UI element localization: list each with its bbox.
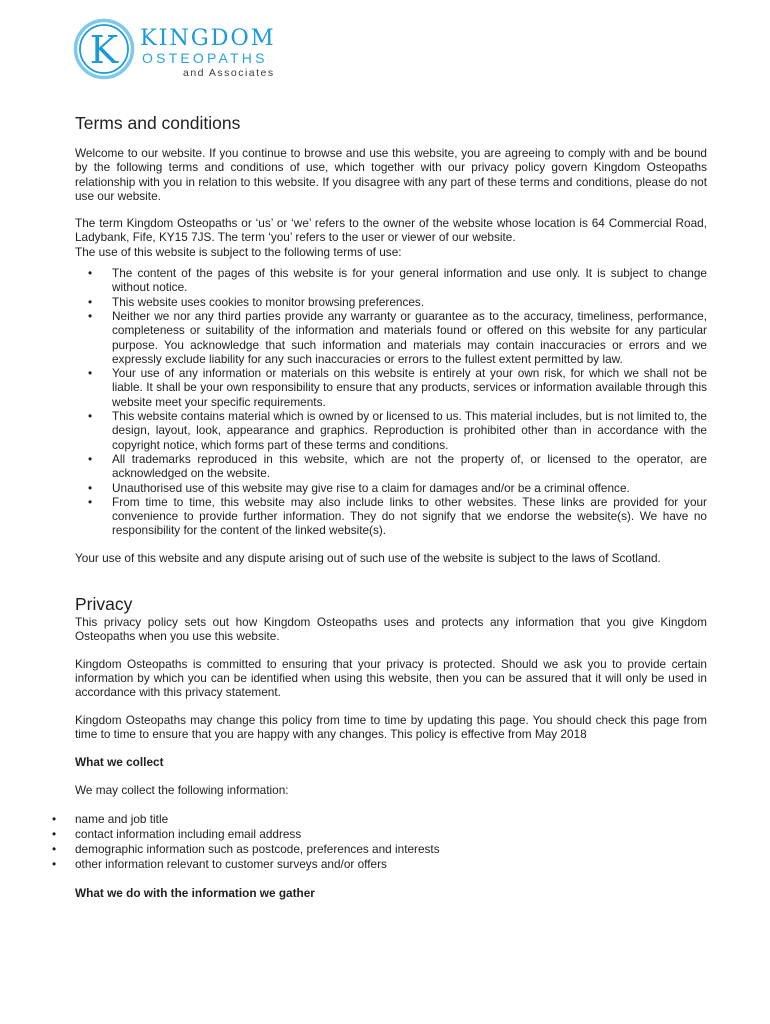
list-item: • demographic information such as postcode, preferences and interests (52, 842, 707, 857)
list-item: • This website contains material which is owned by or licensed to us. This material includes, but is not limited to, the design, layout, look, appearance and graphics. Reproduction is prohibited other than in accordance with the copyright notice, which forms part of these terms and conditions. (75, 409, 707, 452)
privacy-paragraph-3: Kingdom Osteopaths may change this policy from time to time by updating this page. You should check this page from time to time to ensure that you are happy with any changes. This policy is effective from May 2018 (75, 712, 707, 741)
privacy-paragraph-2: Kingdom Osteopaths is committed to ensuring that your privacy is protected. Should we ask you to provide certain information by which you can be identified when using this website, then you can be assured that it will only be used in accordance with this privacy statement. (75, 656, 707, 700)
terms-subject: The use of this website is subject to the following terms of use: (75, 244, 402, 259)
logo-letter: K (89, 28, 119, 72)
logo-brand-text: KINGDOM (140, 25, 276, 51)
list-item: • contact information including email address (52, 827, 707, 842)
privacy-heading: Privacy (75, 594, 133, 615)
list-item: • Unauthorised use of this website may give rise to a claim for damages and/or be a criminal offence. (75, 481, 707, 495)
terms-law: Your use of this website and any dispute arising out of such use of the website is subject to the laws of Scotland. (75, 550, 661, 565)
logo-emblem-icon (72, 18, 138, 82)
privacy-paragraph-1: This privacy policy sets out how Kingdom Osteopaths uses and protects any information that you give Kingdom Osteopaths when you use this website. (75, 615, 707, 644)
list-item: • Your use of any information or materials on this website is entirely at your own risk, for which we shall not be liable. It shall be your own responsibility to ensure that any products, services or information available through this website meet your specific requirements. (75, 366, 707, 409)
list-item: • From time to time, this website may also include links to other websites. These links are provided for your convenience to provide further information. They do not signify that we endorse the website(s). We have no responsibility for the content of the linked website(s). (75, 495, 707, 538)
gather-heading: What we do with the information we gather (75, 885, 315, 900)
terms-definition: The term Kingdom Osteopaths or ‘us’ or ‘we’ refers to the owner of the website whose location is 64 Commercial Road, Ladybank, Fife, KY15 7JS. The term ‘you’ refers to the user or viewer of our website. (75, 216, 707, 245)
list-item: • name and job title (52, 812, 707, 827)
list-item: • other information relevant to customer surveys and/or offers (52, 857, 707, 872)
list-item: • All trademarks reproduced in this website, which are not the property of, or licensed to the operator, are acknowledged on the website. (75, 452, 707, 481)
list-item: • The content of the pages of this website is for your general information and use only. It is subject to change without notice. (75, 266, 707, 295)
list-item: • Neither we nor any third parties provide any warranty or guarantee as to the accuracy, timeliness, performance, completeness or suitability of the information and materials found or offered on this website for any particular purpose. You acknowledge that such information and materials may contain inaccuracies or errors and we expressly exclude liability for any such inaccuracies or errors to the fullest extent permitted by law. (75, 309, 707, 366)
document-body (75, 112, 707, 900)
collect-intro: We may collect the following information: (75, 783, 289, 798)
logo-associates-text: and Associates (183, 67, 275, 79)
terms-list (75, 266, 707, 538)
kingdom-osteopaths-logo (72, 18, 287, 82)
collect-heading: What we collect (75, 755, 164, 770)
list-item: • This website uses cookies to monitor browsing preferences. (75, 295, 707, 309)
terms-heading: Terms and conditions (75, 113, 241, 133)
logo-sub-text: OSTEOPATHS (142, 50, 268, 66)
terms-intro: Welcome to our website. If you continue to browse and use this website, you are agreeing to comply with and be bound by the following terms and conditions of use, which together with our privacy policy govern Kingdom Osteopaths relationship with you in relation to this website. If you disagree with any part of these terms and conditions, please do not use our website. (75, 146, 707, 203)
collect-list (52, 812, 707, 872)
